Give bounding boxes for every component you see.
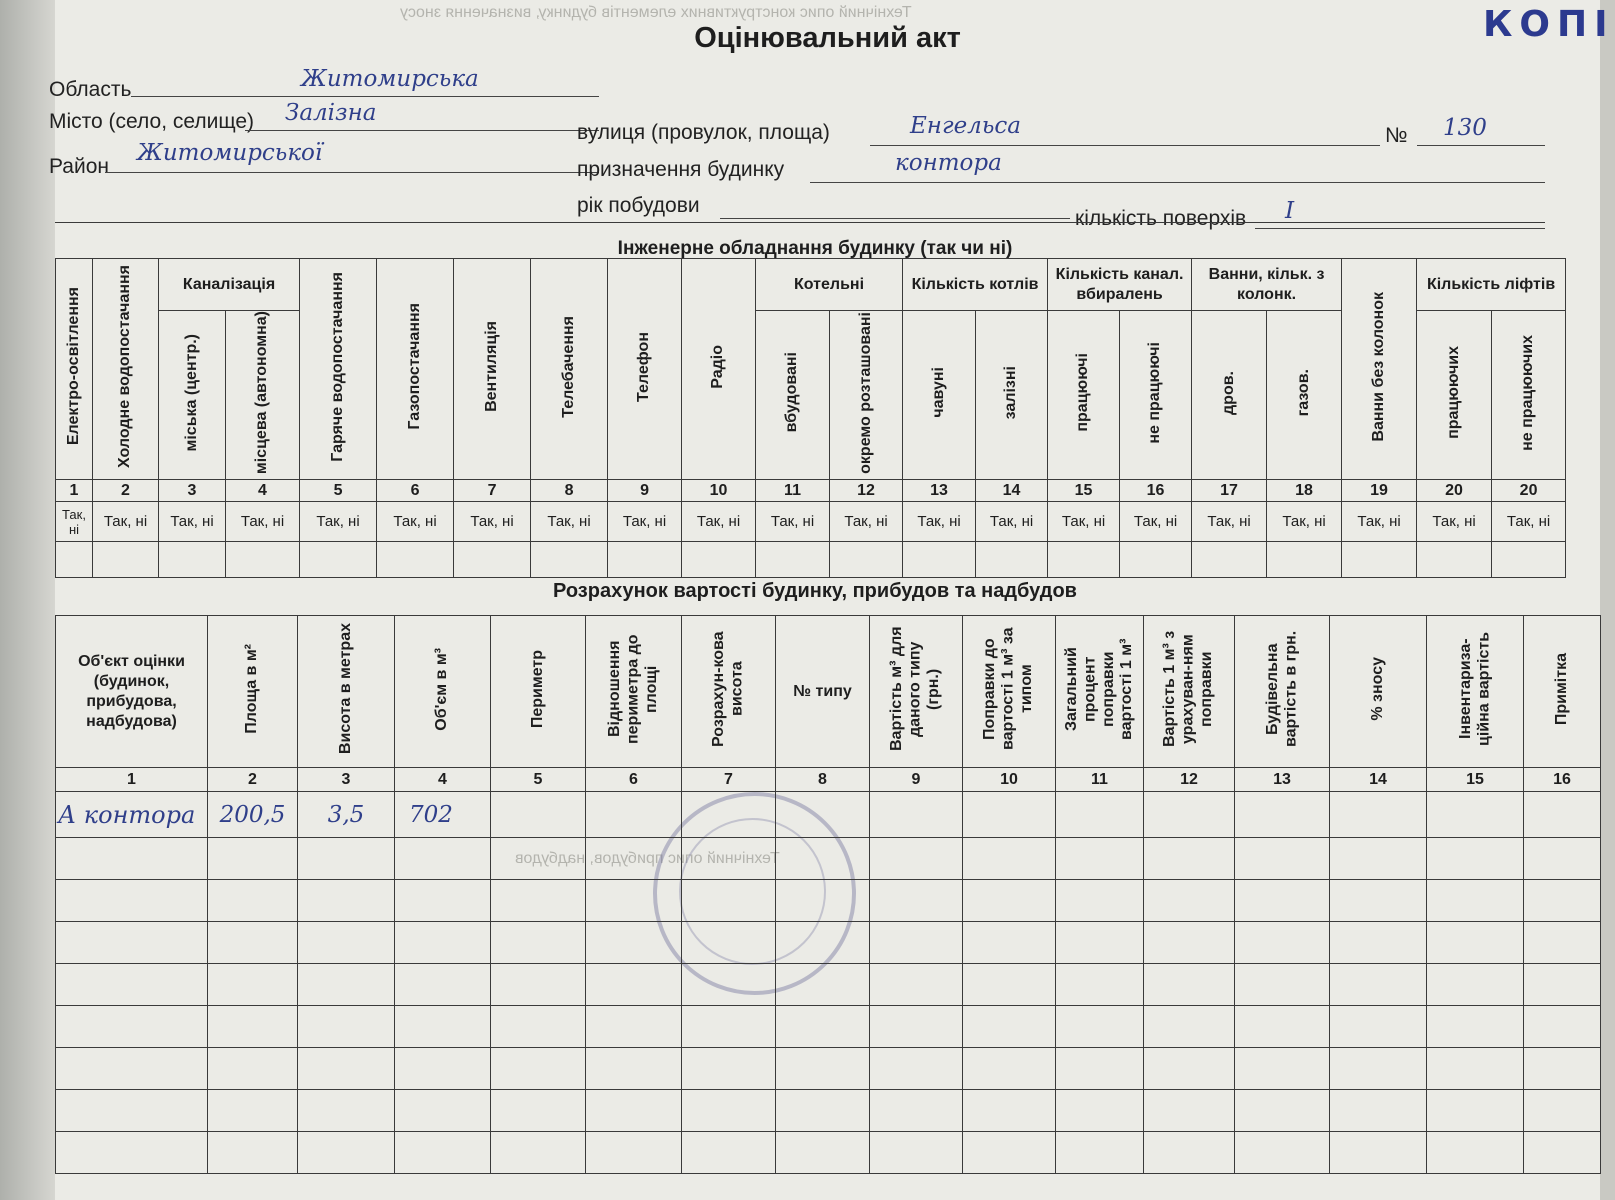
col-lift-working: працюючих [1417, 311, 1492, 480]
col-note: Примітка [1524, 616, 1601, 768]
valuation-empty-row [56, 922, 1601, 964]
city-label: Місто (село, селище) [49, 110, 255, 133]
city-value: Залізна [285, 100, 377, 126]
document-title: Оцінювальний акт [694, 22, 961, 54]
col-sewage-city: міська (центр.) [159, 311, 226, 480]
group-sewage: Каналізація [159, 259, 300, 311]
district-label: Район [49, 155, 109, 178]
valuation-number-row: 1 2 3 4 5 6 7 8 9 10 11 12 13 14 15 16 [56, 768, 1601, 792]
group-boiler-count: Кількість котлів [903, 259, 1048, 311]
bleed-through-text-2: Технічний опис прибудов, надбудов [515, 850, 780, 867]
valuation-section-title: Розрахунок вартості будинку, прибудов та надбудов [553, 580, 1077, 602]
col-collector-working: працюючі [1048, 311, 1120, 480]
col-inventory-cost: Інвентариза-ційна вартість [1427, 616, 1524, 768]
group-lifts: Кількість ліфтів [1417, 259, 1566, 311]
street-value: Енгельса [910, 113, 1021, 139]
col-cost-per-m3: Вартість м³ для даного типу (грн.) [870, 616, 963, 768]
engineering-answer-row: Так, ні Так, ні Так, ні Так, ні Так, ні Так, ні Так, ні Так, ні Так, ні Так, ні Так, ні Так, ні Так, ні Так, ні Так, ні Так, ні Так, ні Так, ні Так, ні Так, ні Так, ні [56, 502, 1566, 542]
engineering-section-title: Інженерне обладнання будинку (так чи ні) [617, 238, 1013, 259]
col-bath-gas: газов. [1267, 311, 1342, 480]
col-baths-no-heater: Ванни без колонок [1342, 259, 1417, 480]
col-type-number: № типу [776, 616, 870, 768]
col-calc-height: Розрахун-кова висота [682, 616, 776, 768]
oblast-field [131, 66, 599, 97]
group-boilers: Котельні [756, 259, 903, 311]
oblast-label: Область [49, 78, 132, 101]
col-ventilation: Вентиляція [454, 259, 531, 480]
section-divider [55, 222, 1545, 223]
col-radio: Радіо [682, 259, 756, 480]
year-label: рік побудови [577, 194, 700, 217]
col-perimeter: Периметр [491, 616, 586, 768]
purpose-field [810, 150, 1545, 183]
col-wear-percent: % зносу [1330, 616, 1427, 768]
valuation-header-row [56, 616, 1601, 768]
group-baths: Ванни, кільк. з колонк. [1192, 259, 1342, 311]
height-value: 3,5 [327, 801, 365, 828]
col-tv: Телебачення [531, 259, 608, 480]
col-phone: Телефон [608, 259, 682, 480]
city-field [245, 100, 599, 131]
col-volume: Об'єм в м³ [395, 616, 491, 768]
valuation-data-row [56, 792, 1601, 838]
col-boiler-built-in: вбудовані [756, 311, 830, 480]
col-boiler-separate: окремо розташовані [830, 311, 903, 480]
number-label: № [1385, 124, 1408, 147]
document-sheet [49, 0, 1615, 1200]
col-collector-not-working: не працюючі [1120, 311, 1192, 480]
purpose-label: призначення будинку [577, 158, 785, 181]
district-field [105, 140, 599, 173]
col-electric: Електро-освітлення [56, 259, 93, 480]
col-area: Площа в м² [208, 616, 298, 768]
col-boiler-iron: залізні [976, 311, 1048, 480]
year-field [720, 194, 1070, 219]
col-cost-with-correction: Вартість 1 м³ з урахуван-ням поправки [1144, 616, 1235, 768]
col-object: Об'єкт оцінки (будинок, прибудова, надбудова) [56, 616, 208, 768]
col-bath-wood: дров. [1192, 311, 1267, 480]
valuation-empty-row [56, 1006, 1601, 1048]
col-perimeter-ratio: Відношення периметра до площі [586, 616, 682, 768]
engineering-number-row: 1 2 3 4 5 6 7 8 9 10 11 12 13 14 15 16 17 18 19 20 20 [56, 480, 1566, 502]
valuation-empty-row [56, 880, 1601, 922]
floors-field [1255, 198, 1545, 229]
col-height: Висота в метрах [298, 616, 395, 768]
purpose-value: контора [895, 150, 1002, 176]
street-label: вулиця (провулок, площа) [577, 121, 830, 144]
oblast-value: Житомирська [301, 66, 479, 92]
number-value: 130 [1443, 115, 1487, 141]
object-value: А контора [58, 800, 196, 829]
floors-label: кількість поверхів [1075, 207, 1247, 230]
valuation-empty-row [56, 1048, 1601, 1090]
page-edge-shadow [0, 0, 55, 1200]
district-value: Житомирської [137, 140, 323, 166]
col-cost-corrections: Поправки до вартості 1 м³ за типом [963, 616, 1056, 768]
volume-value: 702 [409, 801, 453, 828]
valuation-empty-row [56, 1132, 1601, 1174]
number-field [1417, 115, 1545, 146]
bleed-through-text: Технічний опис конструктивних елементів будинку, визначення зносу [400, 4, 912, 21]
valuation-table [55, 615, 1601, 1174]
col-construction-cost: Будівельна вартість в грн. [1235, 616, 1330, 768]
col-total-correction: Загальний процент поправки вартості 1 м³ [1056, 616, 1144, 768]
col-sewage-local: місцева (автономна) [226, 311, 300, 480]
col-lift-not-working: не працюючих [1492, 311, 1566, 480]
col-gas: Газопостачання [377, 259, 454, 480]
group-collectors: Кількість канал. вбиралень [1048, 259, 1192, 311]
valuation-empty-row [56, 1090, 1601, 1132]
street-field [870, 113, 1380, 146]
col-cold-water: Холодне водопостачання [93, 259, 159, 480]
valuation-empty-row [56, 838, 1601, 880]
col-boiler-cast-iron: чавуні [903, 311, 976, 480]
floors-value: I [1285, 198, 1295, 224]
copy-stamp: КОПІ [1483, 4, 1615, 45]
area-value: 200,5 [219, 801, 286, 828]
engineering-table [55, 258, 1566, 578]
engineering-empty-row [56, 542, 1566, 578]
valuation-empty-row [56, 964, 1601, 1006]
col-hot-water: Гаряче водопостачання [300, 259, 377, 480]
